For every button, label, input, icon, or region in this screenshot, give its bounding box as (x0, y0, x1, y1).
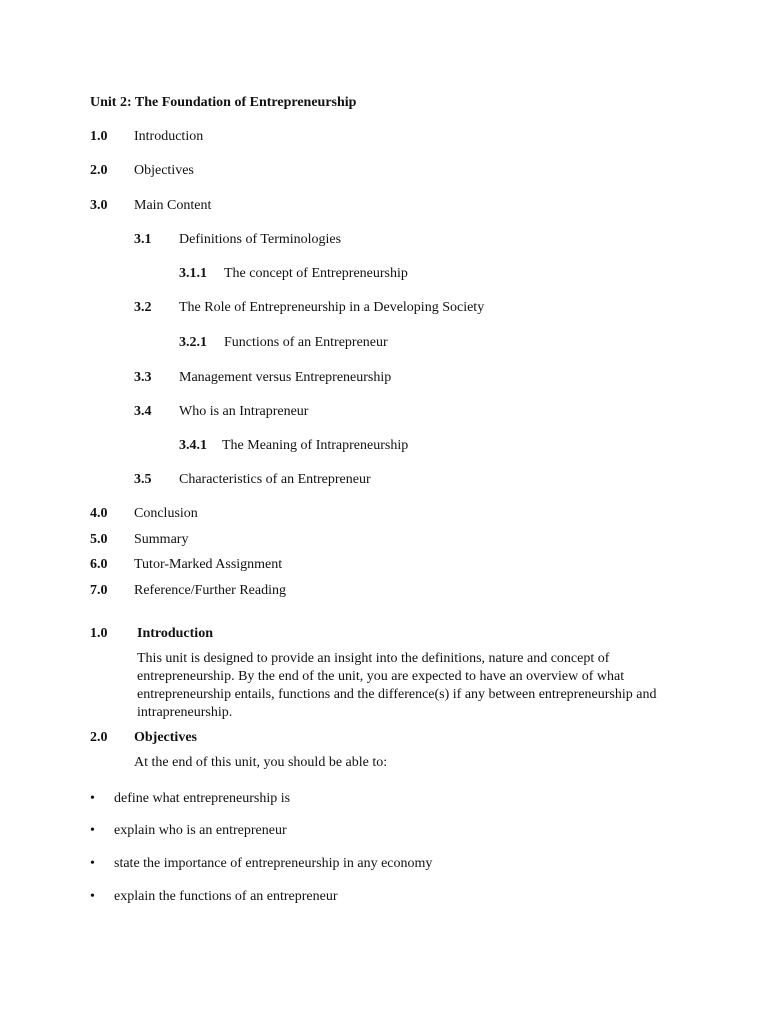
toc-label: Conclusion (134, 506, 198, 521)
bullet-glyph: • (90, 791, 95, 806)
toc-number: 5.0 (90, 532, 108, 547)
toc-label: Introduction (134, 129, 204, 144)
toc-label: Objectives (134, 163, 194, 178)
bullet-glyph: • (90, 889, 95, 904)
toc-label: Reference/Further Reading (134, 583, 286, 598)
toc-number: 3.2.1 (179, 335, 207, 350)
toc-number: 3.5 (134, 472, 152, 487)
list-item-text: explain who is an entrepreneur (114, 823, 287, 838)
toc-label: Management versus Entrepreneurship (179, 370, 392, 385)
toc-label: The concept of Entrepreneurship (224, 266, 408, 281)
toc-label: Functions of an Entrepreneur (224, 335, 388, 350)
toc-label: The Role of Entrepreneurship in a Developing Society (179, 300, 485, 315)
toc-number: 4.0 (90, 506, 108, 521)
toc-number: 3.0 (90, 198, 108, 213)
unit-title: Unit 2: The Foundation of Entrepreneurship (90, 95, 357, 110)
objectives-lead: At the end of this unit, you should be able to: (134, 755, 388, 770)
toc-number: 3.1 (134, 232, 152, 247)
toc-label: Main Content (134, 198, 212, 213)
section-number: 1.0 (90, 626, 108, 641)
bullet-glyph: • (90, 856, 95, 871)
toc-label: Who is an Intrapreneur (179, 404, 309, 419)
introduction-paragraph: This unit is designed to provide an insight into the definitions, nature and concept of entrepreneurship. By the end of the unit, you are expected to have an overview of what entrepreneurship entails, functions and the difference(s) if any between entrepreneurship and intrapreneurship. (137, 651, 657, 720)
section-heading: Introduction (137, 626, 213, 641)
toc-label: Summary (134, 532, 189, 547)
toc-label: Characteristics of an Entrepreneur (179, 472, 371, 487)
toc-label: Tutor-Marked Assignment (134, 557, 283, 572)
toc-number: 6.0 (90, 557, 108, 572)
toc-number: 3.3 (134, 370, 152, 385)
bullet-glyph: • (90, 823, 95, 838)
toc-number: 3.4 (134, 404, 152, 419)
toc-number: 3.1.1 (179, 266, 207, 281)
toc-number: 1.0 (90, 129, 108, 144)
toc-number: 2.0 (90, 163, 108, 178)
toc-label: Definitions of Terminologies (179, 232, 342, 247)
toc-label: The Meaning of Intrapreneurship (222, 438, 409, 453)
list-item-text: state the importance of entrepreneurship in any economy (114, 856, 433, 871)
list-item-text: explain the functions of an entrepreneur (114, 889, 338, 904)
section-heading: Objectives (134, 730, 197, 745)
toc-number: 3.2 (134, 300, 152, 315)
toc-number: 7.0 (90, 583, 108, 598)
toc-number: 3.4.1 (179, 438, 207, 453)
list-item-text: define what entrepreneurship is (114, 791, 291, 806)
section-number: 2.0 (90, 730, 108, 745)
